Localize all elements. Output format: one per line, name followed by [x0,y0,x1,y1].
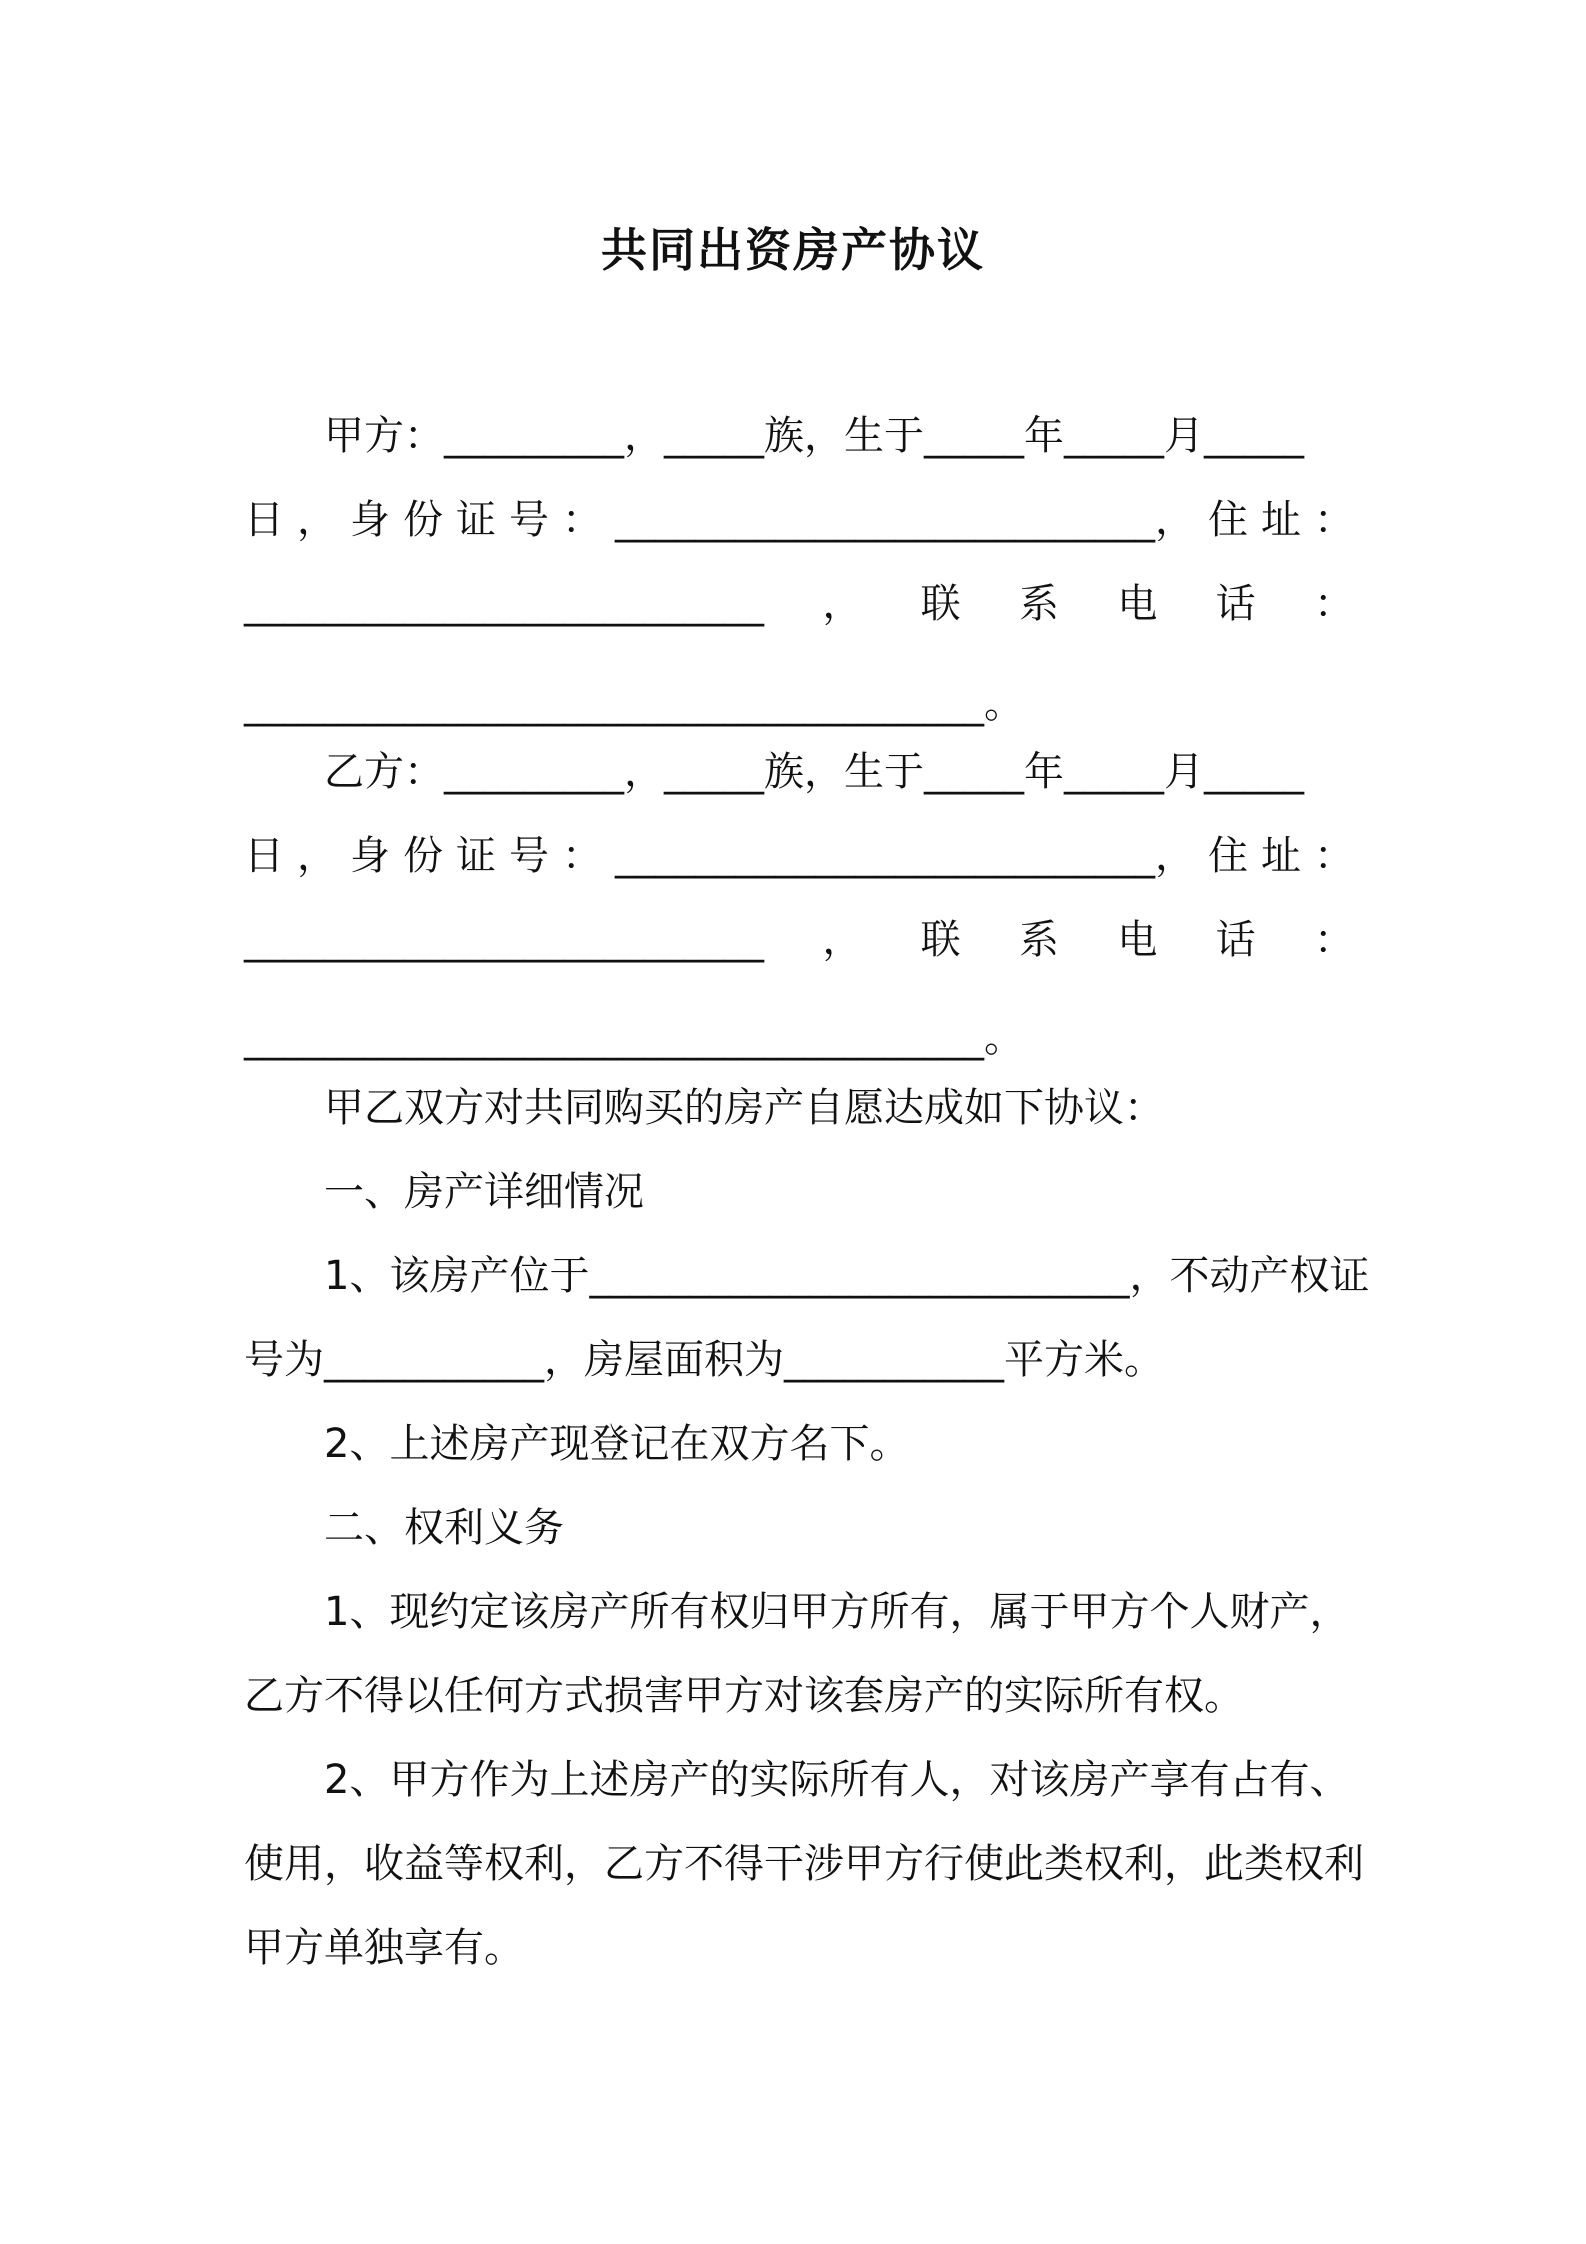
party-b-line-2 [244,828,1354,884]
party-a-l3-p4: 电 [1117,581,1158,627]
party-a-l2-p5: 号 [509,497,549,543]
party-b-l2-p4: 证 [456,833,496,879]
party-a-line-2 [244,492,1354,548]
party-a-l2-p1: ， [297,497,337,543]
section-2-heading: 二、权利义务 [324,1505,564,1551]
party-b-l3-p6: ： [1313,917,1354,963]
party-a-line-1: 甲方：_________，_____族，生于_____年_____月_____ [324,413,1304,459]
party-a-l3-p3: 系 [1018,581,1059,627]
party-a-l2-p9: 址 [1261,497,1301,543]
party-b-l2-p3: 份 [403,833,443,879]
party-b-l2-p7: ___________________________， [615,833,1195,879]
party-b-l2-p1: ， [297,833,337,879]
s1-item-1-line-2: 号为___________，房屋面积为___________平方米。 [244,1337,1164,1383]
party-b-l3-p4: 电 [1117,917,1158,963]
party-b-l2-p5: 号 [509,833,549,879]
party-a-l2-p2: 身 [350,497,390,543]
section-1-heading: 一、房产详细情况 [324,1169,644,1215]
party-a-line-3 [244,576,1354,632]
s1-item-1-line-1: 1、该房产位于___________________________，不动产权证 [324,1253,1370,1299]
party-b-l2-p8: 住 [1208,833,1248,879]
agreement-intro: 甲乙双方对共同购买的房产自愿达成如下协议： [324,1085,1164,1131]
party-a-l3-p6: ： [1313,581,1354,627]
party-a-l2-p10: ： [1314,497,1354,543]
party-b-line-3 [244,912,1354,968]
party-b-l2-p10: ： [1314,833,1354,879]
party-a-l3-p5: 话 [1215,581,1256,627]
document-title: 共同出资房产协议 [601,223,985,277]
party-b-l3-p2: 联 [920,917,961,963]
s2-item-2-line-2: 使用，收益等权利，乙方不得干涉甲方行使此类权利，此类权利 [244,1841,1364,1887]
s2-item-2-line-3: 甲方单独享有。 [244,1925,524,1971]
party-a-l2-p0: 日 [244,497,284,543]
party-b-l3-p0: __________________________ [244,917,764,963]
party-b-line-1: 乙方：_________，_____族，生于_____年_____月_____ [324,749,1304,795]
party-b-l3-p5: 话 [1215,917,1256,963]
party-a-l3-p2: 联 [920,581,961,627]
party-b-l2-p2: 身 [350,833,390,879]
party-a-l2-p4: 证 [456,497,496,543]
s2-item-1-line-2: 乙方不得以任何方式损害甲方对该套房产的实际所有权。 [244,1673,1244,1719]
party-b-l3-p1: ， [822,917,863,963]
party-a-line-4: _____________________________________。 [244,681,1024,727]
party-a-l2-p8: 住 [1208,497,1248,543]
party-a-l2-p3: 份 [403,497,443,543]
s1-item-2: 2、上述房产现登记在双方名下。 [324,1421,910,1467]
party-b-l2-p9: 址 [1261,833,1301,879]
party-b-line-4: _____________________________________。 [244,1015,1024,1061]
party-b-l2-p0: 日 [244,833,284,879]
party-a-l3-p1: ， [822,581,863,627]
party-a-l2-p7: ___________________________， [615,497,1195,543]
s2-item-1-line-1: 1、现约定该房产所有权归甲方所有，属于甲方个人财产， [324,1589,1350,1635]
s2-item-2-line-1: 2、甲方作为上述房产的实际所有人，对该房产享有占有、 [324,1757,1350,1803]
party-a-l3-p0: __________________________ [244,581,764,627]
party-a-l2-p6: ： [562,497,602,543]
party-b-l3-p3: 系 [1018,917,1059,963]
party-b-l2-p6: ： [562,833,602,879]
